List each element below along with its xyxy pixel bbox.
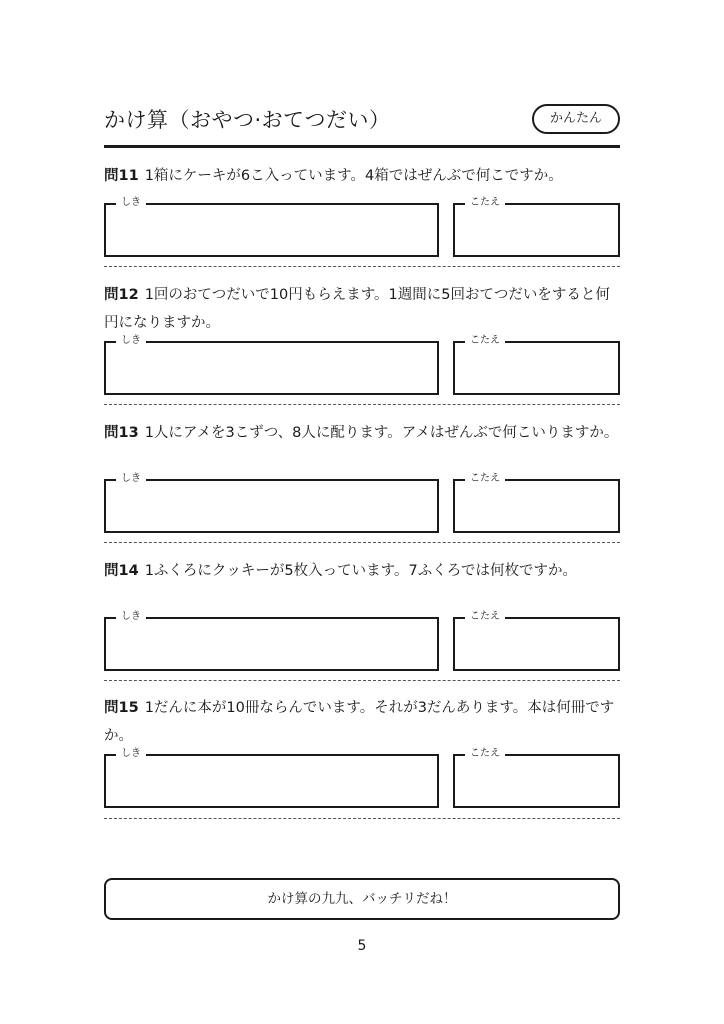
header-rule: [104, 145, 620, 148]
answer-box[interactable]: [453, 611, 620, 671]
encouragement-message: かけ算の九九、バッチリだね！: [104, 878, 620, 920]
question-number: 問13: [104, 425, 139, 441]
problem-15: [104, 694, 620, 759]
page-title: かけ算（おやつ·おてつだい）: [104, 108, 391, 132]
divider: [104, 818, 620, 819]
answer-box[interactable]: [453, 473, 620, 533]
divider: [104, 680, 620, 681]
question-text: [104, 281, 620, 337]
question-number: 問12: [104, 287, 139, 303]
divider: [104, 542, 620, 543]
formula-label: しき: [116, 748, 146, 760]
question-text: [104, 557, 620, 585]
question-body: 1回のおてつだいで10円もらえます。1週間に5回おてつだいをすると何円になりますか。: [104, 287, 610, 331]
question-body: 1箱にケーキが6こ入っています。4箱ではぜんぶで何こですか。: [144, 168, 563, 184]
formula-label: しき: [116, 611, 146, 623]
problem-12: [104, 281, 620, 346]
problem-14: [104, 557, 620, 622]
question-body: 1人にアメを3こずつ、8人に配ります。アメはぜんぶで何こいりますか。: [144, 425, 619, 441]
answer-row: [104, 748, 620, 808]
question-text: [104, 162, 620, 190]
page-number: 5: [357, 938, 367, 954]
question-number: 問15: [104, 700, 139, 716]
answer-row: [104, 197, 620, 257]
answer-label: こたえ: [465, 748, 505, 760]
answer-label: こたえ: [465, 611, 505, 623]
formula-label: しき: [116, 197, 146, 209]
question-number: 問11: [104, 168, 139, 184]
answer-label: こたえ: [465, 473, 505, 485]
answer-row: [104, 335, 620, 395]
formula-label: しき: [116, 335, 146, 347]
question-text: [104, 419, 620, 447]
formula-box[interactable]: [104, 611, 439, 671]
problem-11: [104, 162, 620, 208]
difficulty-badge: かんたん: [532, 104, 620, 134]
formula-box[interactable]: [104, 748, 439, 808]
answer-row: [104, 611, 620, 671]
question-body: 1ふくろにクッキーが5枚入っています。7ふくろでは何枚ですか。: [144, 563, 578, 579]
page-header: [104, 100, 620, 148]
problem-13: [104, 419, 620, 484]
formula-label: しき: [116, 473, 146, 485]
formula-box[interactable]: [104, 335, 439, 395]
divider: [104, 266, 620, 267]
question-number: 問14: [104, 563, 139, 579]
formula-box[interactable]: [104, 473, 439, 533]
question-text: [104, 694, 620, 750]
question-body: 1だんに本が10冊ならんでいます。それが3だんあります。本は何冊ですか。: [104, 700, 615, 744]
answer-box[interactable]: [453, 748, 620, 808]
answer-box[interactable]: [453, 197, 620, 257]
answer-box[interactable]: [453, 335, 620, 395]
divider: [104, 404, 620, 405]
answer-label: こたえ: [465, 197, 505, 209]
answer-row: [104, 473, 620, 533]
answer-label: こたえ: [465, 335, 505, 347]
formula-box[interactable]: [104, 197, 439, 257]
